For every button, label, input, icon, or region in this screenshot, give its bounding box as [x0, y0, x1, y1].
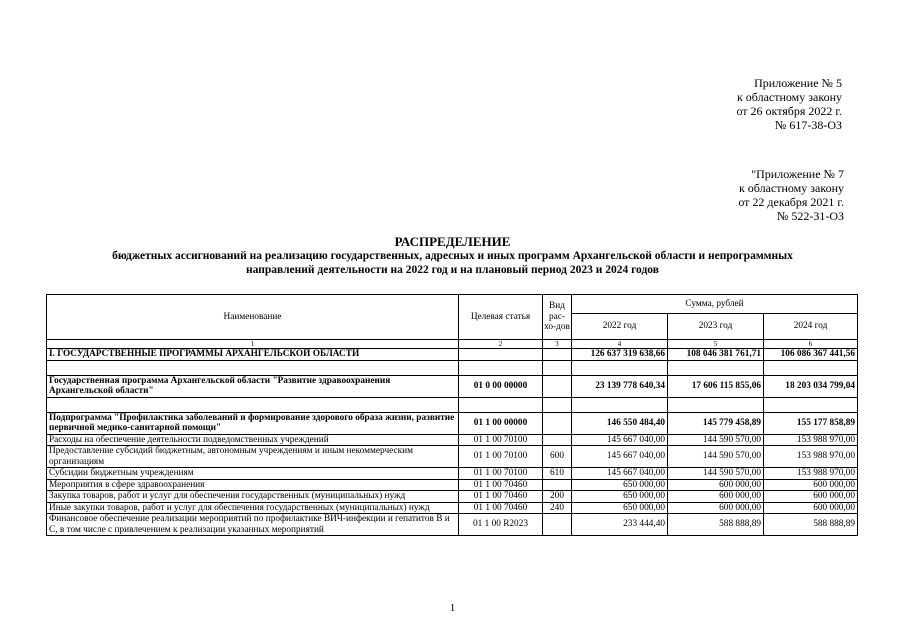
column-number: 4: [572, 340, 668, 349]
row-name-cell: Мероприятия в сфере здравоохранения: [47, 479, 459, 491]
document-title: [0, 234, 905, 277]
row-2023-cell: 108 046 381 761,71: [668, 349, 764, 361]
row-expense-type-cell: 600: [543, 446, 572, 468]
row-2023-cell: 145 779 458,89: [668, 412, 764, 434]
row-2022-cell: 145 667 040,00: [572, 446, 668, 468]
row-target-article-cell: 01 1 00 70100: [459, 468, 543, 480]
column-number: 5: [668, 340, 764, 349]
title-main: РАСПРЕДЕЛЕНИЕ: [394, 234, 511, 249]
row-target-article-cell: 01 1 00 00000: [459, 412, 543, 434]
table-row: [47, 434, 858, 446]
annex-current-line4: № 617-38-ОЗ: [774, 118, 842, 132]
row-2023-cell: 600 000,00: [668, 502, 764, 514]
row-2023-cell: 144 590 570,00: [668, 446, 764, 468]
header-sum: Сумма, рублей: [572, 295, 858, 314]
row-2024-cell: 600 000,00: [764, 479, 858, 491]
annex-original-line1: "Приложение № 7: [751, 167, 844, 181]
spacer-cell: [459, 397, 543, 412]
column-number-row: [47, 340, 858, 349]
header-2023: 2023 год: [668, 314, 764, 340]
annex-original-line2: к областному закону: [738, 181, 844, 195]
row-target-article-cell: [459, 349, 543, 361]
row-2023-cell: 144 590 570,00: [668, 468, 764, 480]
annex-current: [736, 76, 842, 132]
table-spacer-row: [47, 397, 858, 412]
row-2024-cell: 153 988 970,00: [764, 434, 858, 446]
row-name-cell: Расходы на обеспечение деятельности подведомственных учреждений: [47, 434, 459, 446]
row-2022-cell: 650 000,00: [572, 491, 668, 503]
spacer-cell: [764, 360, 858, 375]
row-2024-cell: 155 177 858,89: [764, 412, 858, 434]
row-expense-type-cell: 240: [543, 502, 572, 514]
table-row: [47, 375, 858, 397]
table-row: [47, 491, 858, 503]
table-row: [47, 468, 858, 480]
row-name-cell: Закупка товаров, работ и услуг для обеспечения государственных (муниципальных) нужд: [47, 491, 459, 503]
row-2024-cell: 588 888,89: [764, 514, 858, 536]
row-expense-type-cell: [543, 479, 572, 491]
annex-current-line1: Приложение № 5: [754, 76, 842, 90]
row-expense-type-cell: [543, 514, 572, 536]
annex-original-line4: № 522-31-ОЗ: [776, 209, 844, 223]
row-name-cell: Государственная программа Архангельской области "Развитие здравоохранения Архангельской области": [47, 375, 459, 397]
spacer-cell: [764, 397, 858, 412]
row-target-article-cell: 01 1 00 R2023: [459, 514, 543, 536]
row-2024-cell: 600 000,00: [764, 491, 858, 503]
table-spacer-row: [47, 360, 858, 375]
row-2023-cell: 600 000,00: [668, 479, 764, 491]
table-row: [47, 349, 858, 361]
row-target-article-cell: 01 1 00 70460: [459, 491, 543, 503]
row-2024-cell: 18 203 034 799,04: [764, 375, 858, 397]
row-2024-cell: 106 086 367 441,56: [764, 349, 858, 361]
row-2024-cell: 600 000,00: [764, 502, 858, 514]
spacer-cell: [47, 397, 459, 412]
header-2024: 2024 год: [764, 314, 858, 340]
spacer-cell: [543, 397, 572, 412]
row-2024-cell: 153 988 970,00: [764, 468, 858, 480]
row-name-cell: I. ГОСУДАРСТВЕННЫЕ ПРОГРАММЫ АРХАНГЕЛЬСКОЙ ОБЛАСТИ: [47, 349, 459, 361]
allocation-table: [46, 294, 858, 536]
row-name-cell: Подпрограмма "Профилактика заболеваний и формирование здорового образа жизни, развитие первичной медико-санитарной помощи": [47, 412, 459, 434]
header-name: Наименование: [47, 295, 459, 340]
column-number: 2: [459, 340, 543, 349]
row-2022-cell: 126 637 319 638,66: [572, 349, 668, 361]
row-expense-type-cell: [543, 349, 572, 361]
title-sub-line1: бюджетных ассигнований на реализацию государственных, адресных и иных программ Архангельской области и непрограммных: [112, 250, 793, 262]
spacer-cell: [543, 360, 572, 375]
spacer-cell: [47, 360, 459, 375]
row-target-article-cell: 01 1 00 70460: [459, 479, 543, 491]
row-2023-cell: 600 000,00: [668, 491, 764, 503]
row-2022-cell: 650 000,00: [572, 502, 668, 514]
column-number: 6: [764, 340, 858, 349]
row-name-cell: Финансовое обеспечение реализации мероприятий по профилактике ВИЧ-инфекции и гепатитов B и C, в том числе с привлечением к реализации указанных мероприятий: [47, 514, 459, 536]
header-2022: 2022 год: [572, 314, 668, 340]
column-number: 3: [543, 340, 572, 349]
annex-current-line2: к областному закону: [736, 90, 842, 104]
row-2024-cell: 153 988 970,00: [764, 446, 858, 468]
row-2023-cell: 17 606 115 855,06: [668, 375, 764, 397]
spacer-cell: [459, 360, 543, 375]
row-expense-type-cell: [543, 375, 572, 397]
row-expense-type-cell: 610: [543, 468, 572, 480]
table-row: [47, 502, 858, 514]
row-name-cell: Субсидии бюджетным учреждениям: [47, 468, 459, 480]
row-2022-cell: 146 550 484,40: [572, 412, 668, 434]
table-row: [47, 412, 858, 434]
row-2022-cell: 233 444,40: [572, 514, 668, 536]
annex-current-line3: от 26 октября 2022 г.: [736, 104, 842, 118]
table-row: [47, 446, 858, 468]
row-expense-type-cell: 200: [543, 491, 572, 503]
spacer-cell: [668, 397, 764, 412]
row-expense-type-cell: [543, 412, 572, 434]
row-2022-cell: 145 667 040,00: [572, 468, 668, 480]
row-2022-cell: 650 000,00: [572, 479, 668, 491]
row-target-article-cell: 01 1 00 70100: [459, 434, 543, 446]
header-expense-type: Вид рас-хо-дов: [543, 295, 572, 340]
row-2023-cell: 588 888,89: [668, 514, 764, 536]
table-row: [47, 514, 858, 536]
title-sub-line2: направлений деятельности на 2022 год и на плановый период 2023 и 2024 годов: [246, 264, 659, 276]
row-name-cell: Иные закупки товаров, работ и услуг для обеспечения государственных (муниципальных) нужд: [47, 502, 459, 514]
header-target-article: Целевая статья: [459, 295, 543, 340]
row-name-cell: Предоставление субсидий бюджетным, автономным учреждениям и иным некоммерческим организациям: [47, 446, 459, 468]
spacer-cell: [572, 360, 668, 375]
table-row: [47, 479, 858, 491]
spacer-cell: [572, 397, 668, 412]
row-target-article-cell: 01 0 00 00000: [459, 375, 543, 397]
annex-original-line3: от 22 декабря 2021 г.: [738, 195, 844, 209]
row-expense-type-cell: [543, 434, 572, 446]
row-2022-cell: 23 139 778 640,34: [572, 375, 668, 397]
annex-original: [738, 167, 844, 223]
row-target-article-cell: 01 1 00 70460: [459, 502, 543, 514]
page-number: 1: [449, 602, 456, 614]
row-2023-cell: 144 590 570,00: [668, 434, 764, 446]
row-target-article-cell: 01 1 00 70100: [459, 446, 543, 468]
row-2022-cell: 145 667 040,00: [572, 434, 668, 446]
table-body: [47, 349, 858, 536]
spacer-cell: [668, 360, 764, 375]
column-number: 1: [47, 340, 459, 349]
